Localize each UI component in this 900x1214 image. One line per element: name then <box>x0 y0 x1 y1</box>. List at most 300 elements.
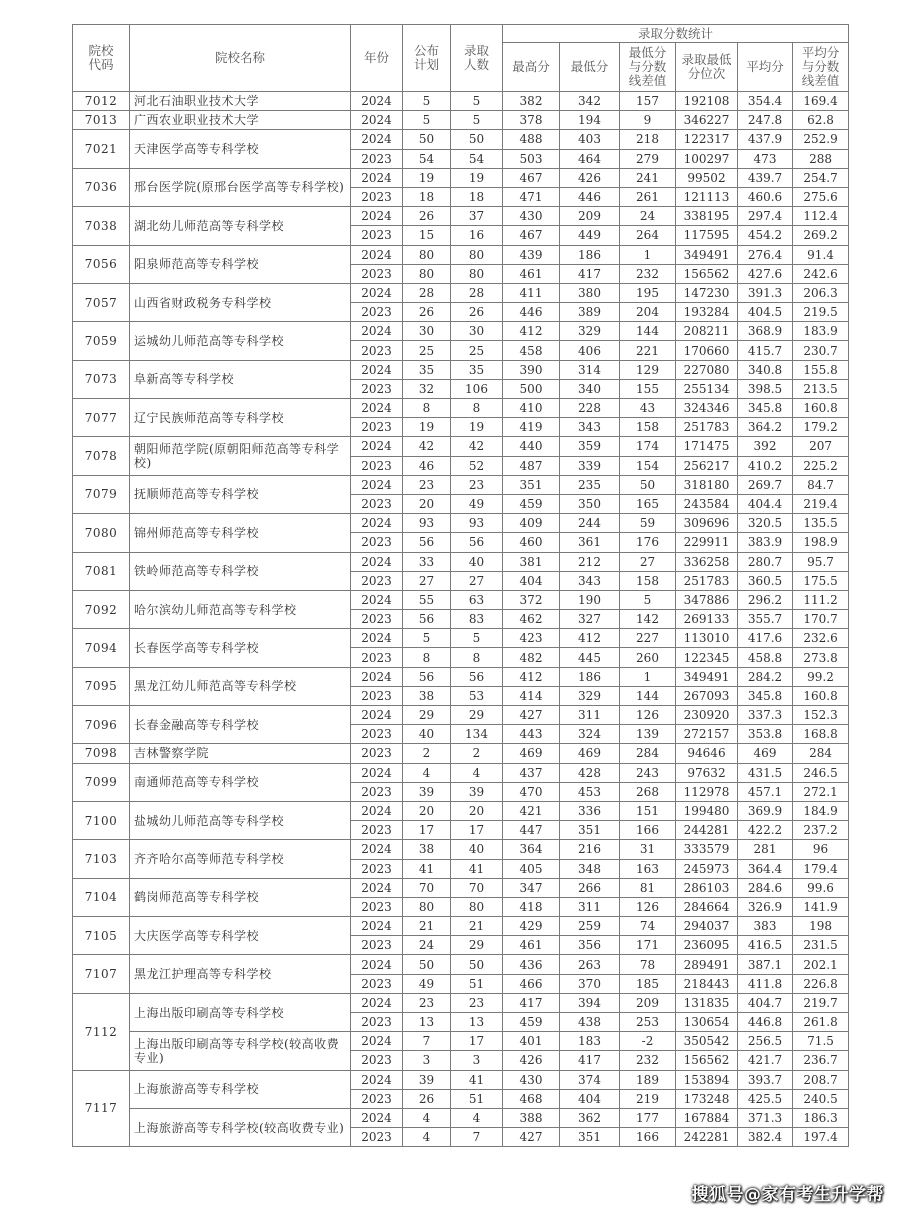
admitted-cell: 5 <box>451 92 503 111</box>
school-name-cell: 吉林警察学院 <box>130 744 351 763</box>
min-score-cell: 417 <box>560 1051 620 1070</box>
avg-score-cell: 256.5 <box>738 1032 793 1051</box>
year-cell: 2024 <box>351 130 403 149</box>
admitted-cell: 70 <box>451 878 503 897</box>
admitted-cell: 37 <box>451 207 503 226</box>
min-diff-cell: 165 <box>620 494 676 513</box>
max-score-cell: 423 <box>503 629 560 648</box>
plan-cell: 25 <box>403 341 451 360</box>
school-code-cell: 7105 <box>73 917 130 955</box>
admitted-cell: 20 <box>451 801 503 820</box>
year-cell: 2023 <box>351 149 403 168</box>
min-diff-cell: 260 <box>620 648 676 667</box>
table-row <box>73 878 849 897</box>
year-cell: 2023 <box>351 341 403 360</box>
min-score-cell: 259 <box>560 917 620 936</box>
avg-score-cell: 371.3 <box>738 1108 793 1127</box>
min-diff-cell: 158 <box>620 571 676 590</box>
max-score-cell: 405 <box>503 859 560 878</box>
min-rank-cell: 147230 <box>676 283 738 302</box>
avg-diff-cell: 198 <box>793 917 849 936</box>
plan-cell: 42 <box>403 437 451 456</box>
plan-cell: 41 <box>403 859 451 878</box>
min-diff-cell: 155 <box>620 379 676 398</box>
school-name-cell: 阳泉师范高等专科学校 <box>130 245 351 283</box>
table-row <box>73 590 849 609</box>
min-rank-cell: 130654 <box>676 1013 738 1032</box>
plan-cell: 93 <box>403 514 451 533</box>
min-score-cell: 336 <box>560 801 620 820</box>
min-diff-cell: 31 <box>620 840 676 859</box>
plan-cell: 46 <box>403 456 451 475</box>
min-rank-cell: 122317 <box>676 130 738 149</box>
plan-cell: 40 <box>403 725 451 744</box>
min-rank-cell: 272157 <box>676 725 738 744</box>
school-code-cell: 7057 <box>73 283 130 321</box>
avg-diff-cell: 240.5 <box>793 1089 849 1108</box>
min-score-cell: 438 <box>560 1013 620 1032</box>
min-diff-cell: 1 <box>620 245 676 264</box>
min-diff-cell: 221 <box>620 341 676 360</box>
min-diff-cell: 166 <box>620 1128 676 1147</box>
avg-score-cell: 337.3 <box>738 706 793 725</box>
admitted-cell: 16 <box>451 226 503 245</box>
min-rank-cell: 251783 <box>676 571 738 590</box>
admitted-cell: 21 <box>451 917 503 936</box>
max-score-cell: 470 <box>503 782 560 801</box>
min-diff-cell: 227 <box>620 629 676 648</box>
school-code-cell: 7078 <box>73 437 130 475</box>
school-code-cell: 7096 <box>73 706 130 744</box>
avg-score-cell: 269.7 <box>738 475 793 494</box>
max-score-cell: 429 <box>503 917 560 936</box>
min-rank-cell: 251783 <box>676 418 738 437</box>
table-row <box>73 475 849 494</box>
min-rank-cell: 167884 <box>676 1108 738 1127</box>
school-code-cell: 7099 <box>73 763 130 801</box>
school-name-cell: 盐城幼儿师范高等专科学校 <box>130 801 351 839</box>
school-code-cell: 7112 <box>73 993 130 1070</box>
max-score-cell: 503 <box>503 149 560 168</box>
avg-diff-cell: 261.8 <box>793 1013 849 1032</box>
min-rank-cell: 170660 <box>676 341 738 360</box>
year-cell: 2023 <box>351 725 403 744</box>
min-rank-cell: 199480 <box>676 801 738 820</box>
table-row <box>73 1108 849 1127</box>
min-diff-cell: 195 <box>620 283 676 302</box>
plan-cell: 20 <box>403 494 451 513</box>
max-score-cell: 427 <box>503 706 560 725</box>
plan-cell: 50 <box>403 130 451 149</box>
min-rank-cell: 229911 <box>676 533 738 552</box>
year-cell: 2023 <box>351 303 403 322</box>
year-cell: 2024 <box>351 437 403 456</box>
admitted-cell: 29 <box>451 706 503 725</box>
min-score-cell: 351 <box>560 821 620 840</box>
min-diff-cell: 126 <box>620 897 676 916</box>
school-name-cell: 南通师范高等专科学校 <box>130 763 351 801</box>
school-name-cell: 哈尔滨幼儿师范高等专科学校 <box>130 590 351 628</box>
min-score-cell: 186 <box>560 667 620 686</box>
min-diff-cell: 24 <box>620 207 676 226</box>
min-score-cell: 212 <box>560 552 620 571</box>
school-code-cell: 7107 <box>73 955 130 993</box>
avg-score-cell: 437.9 <box>738 130 793 149</box>
avg-diff-cell: 175.5 <box>793 571 849 590</box>
avg-diff-cell: 141.9 <box>793 897 849 916</box>
year-cell: 2023 <box>351 571 403 590</box>
max-score-cell: 487 <box>503 456 560 475</box>
avg-score-cell: 383 <box>738 917 793 936</box>
avg-diff-cell: 225.2 <box>793 456 849 475</box>
min-score-cell: 449 <box>560 226 620 245</box>
avg-diff-cell: 219.4 <box>793 494 849 513</box>
min-rank-cell: 117595 <box>676 226 738 245</box>
admitted-cell: 13 <box>451 1013 503 1032</box>
min-score-cell: 351 <box>560 1128 620 1147</box>
avg-score-cell: 368.9 <box>738 322 793 341</box>
min-rank-cell: 173248 <box>676 1089 738 1108</box>
table-row <box>73 360 849 379</box>
min-score-cell: 209 <box>560 207 620 226</box>
avg-diff-cell: 84.7 <box>793 475 849 494</box>
min-score-cell: 356 <box>560 936 620 955</box>
min-rank-cell: 350542 <box>676 1032 738 1051</box>
min-diff-cell: 264 <box>620 226 676 245</box>
avg-diff-cell: 71.5 <box>793 1032 849 1051</box>
school-name-cell: 铁岭师范高等专科学校 <box>130 552 351 590</box>
min-diff-cell: 59 <box>620 514 676 533</box>
table-row <box>73 245 849 264</box>
year-cell: 2024 <box>351 801 403 820</box>
min-score-cell: 327 <box>560 610 620 629</box>
avg-score-cell: 421.7 <box>738 1051 793 1070</box>
max-score-cell: 364 <box>503 840 560 859</box>
max-score-cell: 404 <box>503 571 560 590</box>
min-diff-cell: 144 <box>620 322 676 341</box>
min-diff-cell: 50 <box>620 475 676 494</box>
avg-score-cell: 457.1 <box>738 782 793 801</box>
table-row <box>73 437 849 456</box>
admitted-cell: 19 <box>451 418 503 437</box>
header-avg: 平均分 <box>738 43 793 92</box>
avg-score-cell: 281 <box>738 840 793 859</box>
plan-cell: 38 <box>403 686 451 705</box>
avg-diff-cell: 160.8 <box>793 686 849 705</box>
school-name-cell: 辽宁民族师范高等专科学校 <box>130 399 351 437</box>
min-diff-cell: 142 <box>620 610 676 629</box>
header-max: 最高分 <box>503 43 560 92</box>
min-diff-cell: 157 <box>620 92 676 111</box>
avg-score-cell: 345.8 <box>738 399 793 418</box>
header-avg-diff: 平均分 与分数 线差值 <box>793 43 849 92</box>
max-score-cell: 459 <box>503 1013 560 1032</box>
min-score-cell: 329 <box>560 686 620 705</box>
min-score-cell: 183 <box>560 1032 620 1051</box>
min-score-cell: 311 <box>560 706 620 725</box>
min-diff-cell: 129 <box>620 360 676 379</box>
header-name: 院校名称 <box>130 25 351 92</box>
min-rank-cell: 94646 <box>676 744 738 763</box>
plan-cell: 20 <box>403 801 451 820</box>
min-rank-cell: 255134 <box>676 379 738 398</box>
min-diff-cell: 218 <box>620 130 676 149</box>
avg-diff-cell: 99.6 <box>793 878 849 897</box>
min-diff-cell: 243 <box>620 763 676 782</box>
max-score-cell: 421 <box>503 801 560 820</box>
admitted-cell: 54 <box>451 149 503 168</box>
min-rank-cell: 294037 <box>676 917 738 936</box>
table-row <box>73 629 849 648</box>
avg-diff-cell: 284 <box>793 744 849 763</box>
max-score-cell: 381 <box>503 552 560 571</box>
min-score-cell: 469 <box>560 744 620 763</box>
admitted-cell: 50 <box>451 955 503 974</box>
avg-score-cell: 469 <box>738 744 793 763</box>
school-code-cell: 7094 <box>73 629 130 667</box>
min-rank-cell: 347886 <box>676 590 738 609</box>
school-name-cell: 黑龙江护理高等专科学校 <box>130 955 351 993</box>
header-min-rank: 录取最低 分位次 <box>676 43 738 92</box>
year-cell: 2024 <box>351 629 403 648</box>
avg-score-cell: 355.7 <box>738 610 793 629</box>
table-row <box>73 92 849 111</box>
avg-diff-cell: 111.2 <box>793 590 849 609</box>
admitted-cell: 19 <box>451 168 503 187</box>
avg-score-cell: 364.2 <box>738 418 793 437</box>
school-name-cell: 上海旅游高等专科学校 <box>130 1070 351 1108</box>
year-cell: 2024 <box>351 993 403 1012</box>
avg-score-cell: 454.2 <box>738 226 793 245</box>
admitted-cell: 134 <box>451 725 503 744</box>
school-name-cell: 黑龙江幼儿师范高等专科学校 <box>130 667 351 705</box>
avg-score-cell: 473 <box>738 149 793 168</box>
header-code: 院校 代码 <box>73 25 130 92</box>
min-score-cell: 343 <box>560 418 620 437</box>
avg-score-cell: 296.2 <box>738 590 793 609</box>
min-score-cell: 324 <box>560 725 620 744</box>
max-score-cell: 471 <box>503 187 560 206</box>
admitted-cell: 93 <box>451 514 503 533</box>
admitted-cell: 51 <box>451 1089 503 1108</box>
admitted-cell: 49 <box>451 494 503 513</box>
school-name-cell: 长春医学高等专科学校 <box>130 629 351 667</box>
max-score-cell: 461 <box>503 264 560 283</box>
school-name-cell: 上海出版印刷高等专科学校(较高收费专业) <box>130 1032 351 1070</box>
min-score-cell: 403 <box>560 130 620 149</box>
avg-diff-cell: 236.7 <box>793 1051 849 1070</box>
min-diff-cell: 185 <box>620 974 676 993</box>
min-rank-cell: 267093 <box>676 686 738 705</box>
year-cell: 2024 <box>351 878 403 897</box>
max-score-cell: 467 <box>503 226 560 245</box>
min-diff-cell: 261 <box>620 187 676 206</box>
avg-diff-cell: 179.4 <box>793 859 849 878</box>
min-diff-cell: 126 <box>620 706 676 725</box>
admitted-cell: 5 <box>451 629 503 648</box>
school-code-cell: 7081 <box>73 552 130 590</box>
min-rank-cell: 289491 <box>676 955 738 974</box>
table-row <box>73 283 849 302</box>
avg-score-cell: 392 <box>738 437 793 456</box>
admitted-cell: 52 <box>451 456 503 475</box>
school-name-cell: 朝阳师范学院(原朝阳师范高等专科学校) <box>130 437 351 475</box>
plan-cell: 32 <box>403 379 451 398</box>
min-score-cell: 426 <box>560 168 620 187</box>
year-cell: 2023 <box>351 187 403 206</box>
header-admitted: 录取 人数 <box>451 25 503 92</box>
school-name-cell: 天津医学高等专科学校 <box>130 130 351 168</box>
avg-score-cell: 410.2 <box>738 456 793 475</box>
school-name-cell: 邢台医学院(原邢台医学高等专科学校) <box>130 168 351 206</box>
year-cell: 2024 <box>351 1070 403 1089</box>
min-diff-cell: 171 <box>620 936 676 955</box>
max-score-cell: 460 <box>503 533 560 552</box>
min-score-cell: 228 <box>560 399 620 418</box>
year-cell: 2024 <box>351 92 403 111</box>
min-rank-cell: 100297 <box>676 149 738 168</box>
min-rank-cell: 336258 <box>676 552 738 571</box>
year-cell: 2023 <box>351 1128 403 1147</box>
avg-score-cell: 247.8 <box>738 111 793 130</box>
avg-score-cell: 404.4 <box>738 494 793 513</box>
min-rank-cell: 309696 <box>676 514 738 533</box>
min-score-cell: 464 <box>560 149 620 168</box>
admitted-cell: 17 <box>451 1032 503 1051</box>
admitted-cell: 51 <box>451 974 503 993</box>
max-score-cell: 500 <box>503 379 560 398</box>
avg-diff-cell: 237.2 <box>793 821 849 840</box>
avg-score-cell: 458.8 <box>738 648 793 667</box>
min-rank-cell: 97632 <box>676 763 738 782</box>
avg-diff-cell: 230.7 <box>793 341 849 360</box>
plan-cell: 55 <box>403 590 451 609</box>
plan-cell: 15 <box>403 226 451 245</box>
avg-score-cell: 398.5 <box>738 379 793 398</box>
year-cell: 2024 <box>351 1032 403 1051</box>
min-rank-cell: 286103 <box>676 878 738 897</box>
school-code-cell: 7095 <box>73 667 130 705</box>
avg-diff-cell: 232.6 <box>793 629 849 648</box>
avg-score-cell: 276.4 <box>738 245 793 264</box>
avg-score-cell: 280.7 <box>738 552 793 571</box>
admitted-cell: 8 <box>451 648 503 667</box>
year-cell: 2023 <box>351 610 403 629</box>
max-score-cell: 372 <box>503 590 560 609</box>
school-code-cell: 7056 <box>73 245 130 283</box>
table-row <box>73 399 849 418</box>
admitted-cell: 42 <box>451 437 503 456</box>
avg-score-cell: 422.2 <box>738 821 793 840</box>
min-score-cell: 190 <box>560 590 620 609</box>
table-body <box>73 92 849 1147</box>
min-score-cell: 329 <box>560 322 620 341</box>
year-cell: 2023 <box>351 686 403 705</box>
admitted-cell: 2 <box>451 744 503 763</box>
min-diff-cell: 279 <box>620 149 676 168</box>
school-code-cell: 7104 <box>73 878 130 916</box>
avg-diff-cell: 155.8 <box>793 360 849 379</box>
max-score-cell: 461 <box>503 936 560 955</box>
year-cell: 2023 <box>351 418 403 437</box>
avg-diff-cell: 135.5 <box>793 514 849 533</box>
admitted-cell: 30 <box>451 322 503 341</box>
plan-cell: 4 <box>403 763 451 782</box>
min-diff-cell: 219 <box>620 1089 676 1108</box>
year-cell: 2024 <box>351 763 403 782</box>
avg-diff-cell: 62.8 <box>793 111 849 130</box>
max-score-cell: 440 <box>503 437 560 456</box>
min-diff-cell: 5 <box>620 590 676 609</box>
plan-cell: 30 <box>403 322 451 341</box>
max-score-cell: 466 <box>503 974 560 993</box>
min-score-cell: 186 <box>560 245 620 264</box>
plan-cell: 26 <box>403 1089 451 1108</box>
year-cell: 2023 <box>351 936 403 955</box>
avg-diff-cell: 184.9 <box>793 801 849 820</box>
min-rank-cell: 318180 <box>676 475 738 494</box>
min-diff-cell: 43 <box>620 399 676 418</box>
max-score-cell: 482 <box>503 648 560 667</box>
admitted-cell: 4 <box>451 1108 503 1127</box>
min-rank-cell: 230920 <box>676 706 738 725</box>
min-score-cell: 348 <box>560 859 620 878</box>
avg-diff-cell: 231.5 <box>793 936 849 955</box>
max-score-cell: 430 <box>503 1070 560 1089</box>
min-score-cell: 446 <box>560 187 620 206</box>
school-code-cell: 7092 <box>73 590 130 628</box>
avg-score-cell: 393.7 <box>738 1070 793 1089</box>
min-rank-cell: 131835 <box>676 993 738 1012</box>
avg-score-cell: 417.6 <box>738 629 793 648</box>
min-diff-cell: 232 <box>620 1051 676 1070</box>
header-year: 年份 <box>351 25 403 92</box>
admitted-cell: 23 <box>451 993 503 1012</box>
plan-cell: 8 <box>403 399 451 418</box>
max-score-cell: 488 <box>503 130 560 149</box>
header-score-group: 录取分数统计 <box>503 25 849 43</box>
admission-score-table-sheet <box>72 24 848 1147</box>
table-row <box>73 993 849 1012</box>
min-score-cell: 263 <box>560 955 620 974</box>
max-score-cell: 439 <box>503 245 560 264</box>
admitted-cell: 56 <box>451 667 503 686</box>
plan-cell: 39 <box>403 782 451 801</box>
min-rank-cell: 349491 <box>676 667 738 686</box>
admitted-cell: 40 <box>451 552 503 571</box>
min-score-cell: 314 <box>560 360 620 379</box>
year-cell: 2024 <box>351 207 403 226</box>
plan-cell: 29 <box>403 706 451 725</box>
school-code-cell: 7013 <box>73 111 130 130</box>
admitted-cell: 26 <box>451 303 503 322</box>
admitted-cell: 56 <box>451 533 503 552</box>
plan-cell: 5 <box>403 92 451 111</box>
avg-diff-cell: 254.7 <box>793 168 849 187</box>
avg-diff-cell: 252.9 <box>793 130 849 149</box>
min-rank-cell: 349491 <box>676 245 738 264</box>
min-score-cell: 445 <box>560 648 620 667</box>
avg-diff-cell: 207 <box>793 437 849 456</box>
avg-score-cell: 340.8 <box>738 360 793 379</box>
plan-cell: 28 <box>403 283 451 302</box>
plan-cell: 19 <box>403 168 451 187</box>
avg-score-cell: 297.4 <box>738 207 793 226</box>
school-name-cell: 锦州师范高等专科学校 <box>130 514 351 552</box>
min-diff-cell: 158 <box>620 418 676 437</box>
avg-diff-cell: 197.4 <box>793 1128 849 1147</box>
max-score-cell: 412 <box>503 322 560 341</box>
